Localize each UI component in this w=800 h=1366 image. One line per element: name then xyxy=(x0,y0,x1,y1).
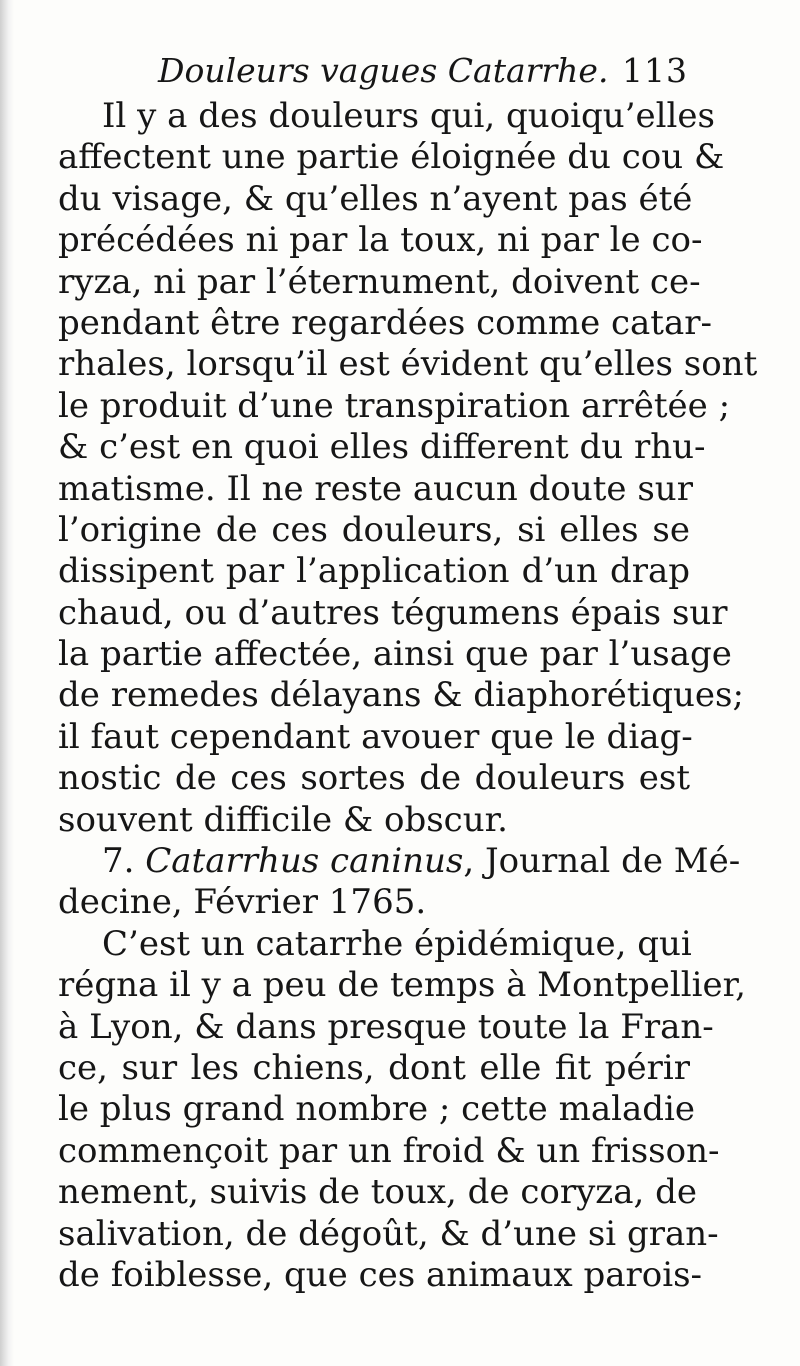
page-number: 113 xyxy=(622,51,688,90)
text-line: il faut cependant avouer que le diag- xyxy=(58,716,693,757)
text-line: ryza, ni par l’éternument, doivent ce- xyxy=(58,261,701,302)
page-edge-shadow xyxy=(0,0,14,1366)
text-line: l’origine de ces douleurs, si elles se xyxy=(58,509,690,550)
text-line: rhales, lorsqu’il est évident qu’elles sont xyxy=(58,344,758,385)
text-line: de foiblesse, que ces animaux parois- xyxy=(58,1254,703,1295)
entry-number: 7. xyxy=(102,841,135,882)
body-text xyxy=(58,96,758,1296)
paragraph-canine-epidemic xyxy=(58,923,746,1297)
entry-title-line xyxy=(58,841,741,882)
text-line: chaud, ou d’autres tégumens épais sur xyxy=(58,592,728,633)
text-line: ce, sur les chiens, dont elle fit périr xyxy=(58,1047,690,1088)
running-head: Douleurs vagues Catarrhe. xyxy=(158,51,609,90)
text-line: & c’est en quoi elles different du rhu- xyxy=(58,427,706,468)
text-line: nostic de ces sortes de douleurs est xyxy=(58,758,690,799)
citation-text: , Journal de Mé- xyxy=(463,841,741,882)
paragraph-catarrhal-pains xyxy=(58,96,758,841)
text-line: du visage, & qu’elles n’ayent pas été xyxy=(58,178,693,219)
text-line: commençoit par un froid & un frisson- xyxy=(58,1130,720,1171)
text-line: le plus grand nombre ; cette maladie xyxy=(58,1089,696,1130)
text-line: à Lyon, & dans presque toute la Fran- xyxy=(58,1006,714,1047)
text-line: nement, suivis de toux, de coryza, de xyxy=(58,1172,697,1213)
page-header xyxy=(158,48,688,94)
text-line: salivation, de dégoût, & d’une si gran- xyxy=(58,1213,719,1254)
text-line: affectent une partie éloignée du cou & xyxy=(58,137,725,178)
text-line: dissipent par l’application d’un drap xyxy=(58,551,690,592)
text-line: matisme. Il ne reste aucun doute sur xyxy=(58,468,693,509)
text-line: régna il y a peu de temps à Montpellier, xyxy=(58,965,746,1006)
text-line: pendant être regardées comme catar- xyxy=(58,302,712,343)
text-line: Il y a des douleurs qui, quoiqu’elles xyxy=(102,96,715,136)
entry-catarrhus-caninus xyxy=(58,841,741,924)
text-line: le produit d’une transpiration arrêtée ; xyxy=(58,385,731,426)
text-line: de remedes délayans & diaphorétiques; xyxy=(58,675,744,716)
text-line: souvent difficile & obscur. xyxy=(58,799,508,840)
text-line: précédées ni par la toux, ni par le co- xyxy=(58,220,703,261)
latin-title: Catarrhus caninus xyxy=(145,841,464,882)
text-line: C’est un catarrhe épidémique, qui xyxy=(102,923,692,964)
text-line: la partie affectée, ainsi que par l’usage xyxy=(58,634,732,675)
text-line: decine, Février 1765. xyxy=(58,882,427,923)
